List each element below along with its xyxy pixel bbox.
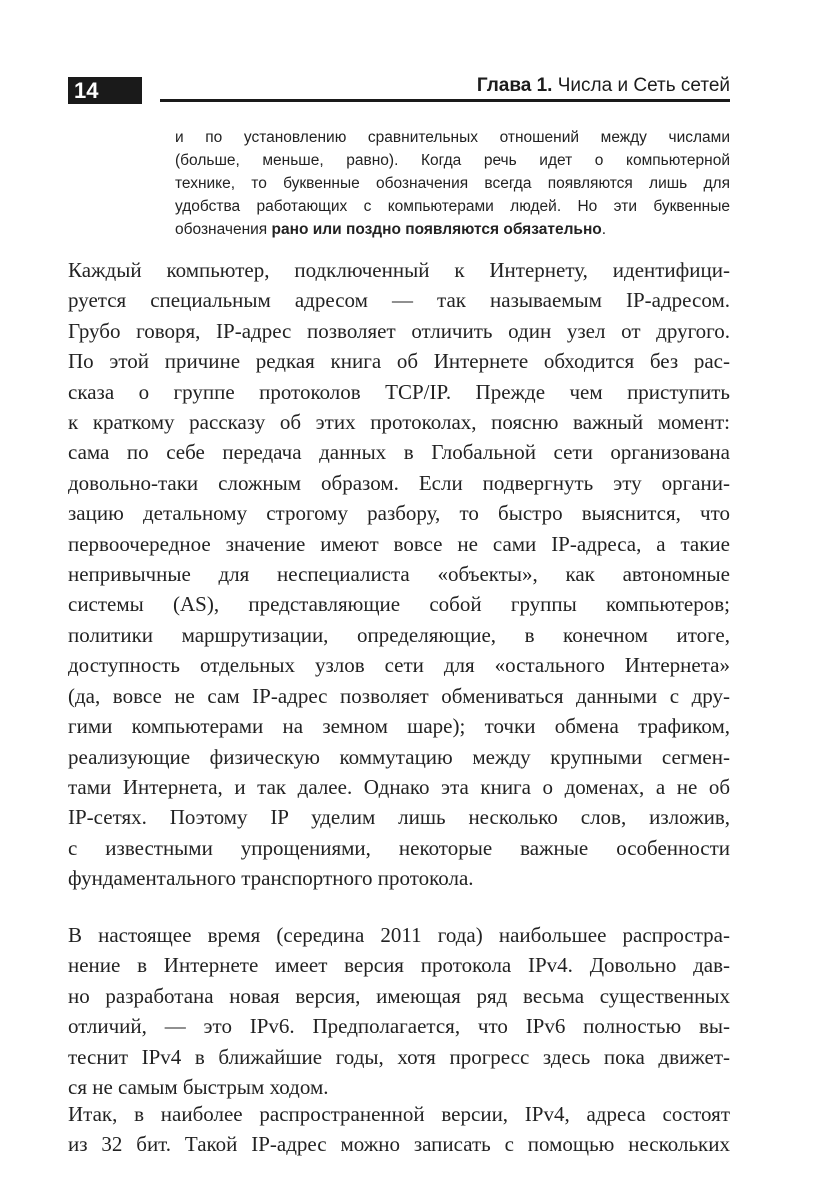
text-line: сказа о группе протоколов TCP/IP. Прежде чем приступить [68, 379, 730, 404]
header-rule [160, 99, 730, 102]
text-line: системы (AS), представляющие собой группы компьютеров; [68, 592, 730, 617]
text-line: тами Интернета, и так далее. Однако эта книга о доменах, а не об [68, 774, 730, 799]
quote-line: и по установлению сравнительных отношений между числами [175, 129, 730, 146]
text-line: фундаментального транспортного протокола. [68, 866, 474, 891]
running-header [477, 75, 730, 97]
text-line: нение в Интернете имеет версия протокола IPv4. Довольно дав- [68, 953, 730, 978]
text-line: зацию детальному строгому разбору, то быстро выяснится, что [68, 501, 730, 526]
text-line: IP-сетях. Поэтому IP уделим лишь несколько слов, изложив, [68, 805, 730, 830]
quote-text: обозначения [175, 221, 272, 238]
text-line: теснит IPv4 в ближайшие годы, хотя прогресс здесь пока движет- [68, 1044, 730, 1069]
text-line: гими компьютерами на земном шаре); точки обмена трафиком, [68, 714, 730, 739]
text-line: ся не самым быстрым ходом. [68, 1075, 329, 1100]
chapter-label: Глава 1. [476, 75, 553, 96]
paragraph-3 [68, 1099, 730, 1160]
quote-line [175, 218, 730, 241]
text-line: к краткому рассказу об этих протоколах, поясню важный момент: [68, 410, 730, 435]
paragraph-1 [68, 255, 730, 894]
text-line: доступность отдельных узлов сети для «остального Интернета» [68, 653, 730, 678]
text-line: В настоящее время (середина 2011 года) наибольшее распростра- [68, 923, 730, 947]
text-line: первоочередное значение имеют вовсе не сами IP-адреса, а такие [68, 531, 730, 556]
quote-emphasis: рано или поздно появляются обязательно [271, 221, 602, 238]
text-line: Каждый компьютер, подключенный к Интернету, идентифици- [68, 258, 730, 282]
text-line: из 32 бит. Такой IP-адрес можно записать с помощью нескольких [68, 1132, 730, 1157]
chapter-title: Числа и Сеть сетей [557, 75, 730, 96]
text-line: Грубо говоря, IP-адрес позволяет отличить один узел от другого. [68, 318, 730, 343]
text-line: отличий, — это IPv6. Предполагается, что IPv6 полностью вы- [68, 1014, 730, 1039]
text-line: Итак, в наиболее распространенной версии, IPv4, адреса состоят [68, 1102, 730, 1126]
paragraph-2 [68, 920, 730, 1102]
text-line: По этой причине редкая книга об Интернете обходится без рас- [68, 349, 730, 374]
quote-line: (больше, меньше, равно). Когда речь идет о компьютерной [175, 152, 730, 169]
quote-line: технике, то буквенные обозначения всегда появляются лишь для [175, 175, 730, 192]
quote-text: . [601, 221, 607, 238]
text-line: политики маршрутизации, определяющие, в конечном итоге, [68, 622, 730, 647]
text-line: непривычные для неспециалиста «объекты», как автономные [68, 562, 730, 587]
text-line: сама по себе передача данных в Глобальной сети организована [68, 440, 730, 465]
page-number: 14 [68, 77, 142, 104]
quote-line: удобства работающих с компьютерами людей. Но эти буквенные [175, 198, 730, 215]
text-line: реализующие физическую коммутацию между крупными сегмен- [68, 744, 730, 769]
text-line: но разработана новая версия, имеющая ряд весьма существенных [68, 983, 730, 1008]
quote-block [175, 126, 730, 241]
text-line: довольно-таки сложным образом. Если подвергнуть эту органи- [68, 470, 730, 495]
text-line: руется специальным адресом — так называемым IP-адресом. [68, 288, 730, 313]
text-line: (да, вовсе не сам IP-адрес позволяет обмениваться данными с дру- [68, 683, 730, 708]
text-line: с известными упрощениями, некоторые важные особенности [68, 835, 730, 860]
